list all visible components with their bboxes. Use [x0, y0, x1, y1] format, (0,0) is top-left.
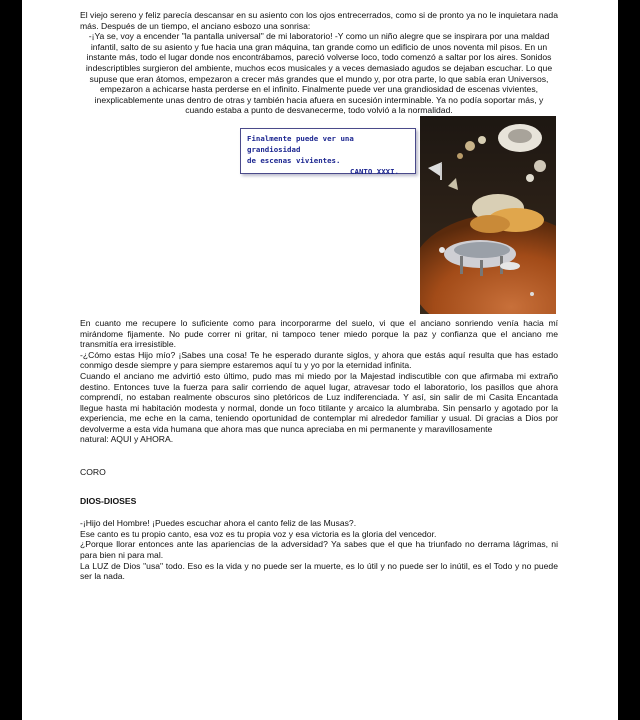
paragraph-final-2: Ese canto es tu propio canto, esa voz es tu propia voz y esa victoria es la gloria del vencedor. [80, 528, 437, 539]
quote-line-1: Finalmente puede ver una grandiosidad [247, 133, 354, 154]
paragraph-natural: natural: AQUI y AHORA. [80, 434, 174, 445]
video-frame-right [618, 0, 640, 720]
document-page [80, 10, 558, 582]
section-coro: CORO [80, 467, 106, 478]
paragraph-laboratory: -¡Ya se, voy a encender "la pantalla universal" de mi laboratorio! -Y como un niño alegre que se inspirara por una maldad infantil, salto de su asiento y fue hacia una gran máquina, tan grande como un edificio de unos noventa mil pisos. En un instante más, todo el lugar donde nos encontrábamos, pareció volverse loco, todo comenzó a saltar por los aires. Sonidos indescriptibles surgieron del ambiente, muchos ecos musicales y a veces demasiado agudos se dejaban escuchar. Lo que supuse que eran átomos, empezaron a crecer más grandes que el mundo y, por otra parte, lo que sabía eran Universos, empezaron a achicarse hasta perderse en el infinito. Finalmente puede ver una grandiosidad de escenas vivientes, inexplicablemente unas dentro de otras y también hacia afuera en sucesión interminable. Ya no podía soportar más, y cuando estaba a punto de desvanecerme, todo volvió a la normalidad. [85, 31, 553, 116]
paragraph-recovery: En cuanto me recupere lo suficiente como para incorporarme del suelo, vi que el anciano sonriendo venía hacia mí mirándome fijamente. No pude correr ni gritar, ni tampoco tener miedo porque la paz y confianza que el anciano me transmitía era irresistible. [80, 317, 558, 350]
paragraph-final-1: -¡Hijo del Hombre! ¡Puedes escuchar ahora el canto feliz de las Musas?. [80, 518, 357, 529]
surreal-artwork-image [420, 116, 556, 314]
illustration-row [80, 118, 558, 318]
paragraph-final-3: ¿Porque llorar entonces ante las apariencias de la adversidad? Ya sabes que el que ha triunfado no derrama lágrimas, ni para bien ni para mal. [80, 539, 558, 561]
paragraph-escape: Cuando el anciano me advirtió esto último, pudo mas mi miedo por la Majestad indiscutible con que afirmaba mi extraño destino. Entonces tuve la fuerza para salir corriendo de aquel lugar, atravesar todo el laboratorio, los pasillos que ahora comprendí, no estaban realmente obscuros sino pletóricos de Luz indiferenciada. Y así, sin salir de mi Casita Encantada llegue hasta mi habitación modesta y normal, donde un foco titilante y arcaico la alumbraba. Sin pensarlo y agotado por la experiencia, me eche en la cama, teniendo oportunidad de contemplar mi alrededor familiar y usual. Di gracias a Dios por devolverme a esta vida humana que ahora mas que nunca apreciaba en mi permanente y maravillosamente [80, 370, 558, 434]
paragraph-greeting: -¿Cómo estas Hijo mío? ¡Sabes una cosa! Te he esperado durante siglos, y ahora que estás aquí resulta que has estado conmigo desde siempre y para siempre estaremos aquí tu y yo por la eternidad infinita. [80, 349, 558, 371]
video-frame-left [0, 0, 22, 720]
paragraph-final-4: La LUZ de Dios "usa" todo. Eso es la vida y no puede ser la muerte, es lo útil y no puede ser lo inútil, es el Todo y no puede ser la nada. [80, 560, 558, 582]
paragraph-intro: El viejo sereno y feliz parecía descansar en su asiento con los ojos entrecerrados, como si de pronto ya no le inquietara nada más. Después de un tiempo, el anciano esbozo una sonrisa: [80, 10, 558, 31]
spacer [80, 506, 558, 518]
quote-box [240, 128, 416, 174]
quote-line-2: de escenas vivientes. [247, 155, 341, 165]
section-heading: DIOS-DIOSES [80, 495, 137, 506]
quote-canto: CANTO XXXI. [350, 166, 399, 176]
spacer [80, 478, 558, 496]
spacer [80, 445, 558, 467]
